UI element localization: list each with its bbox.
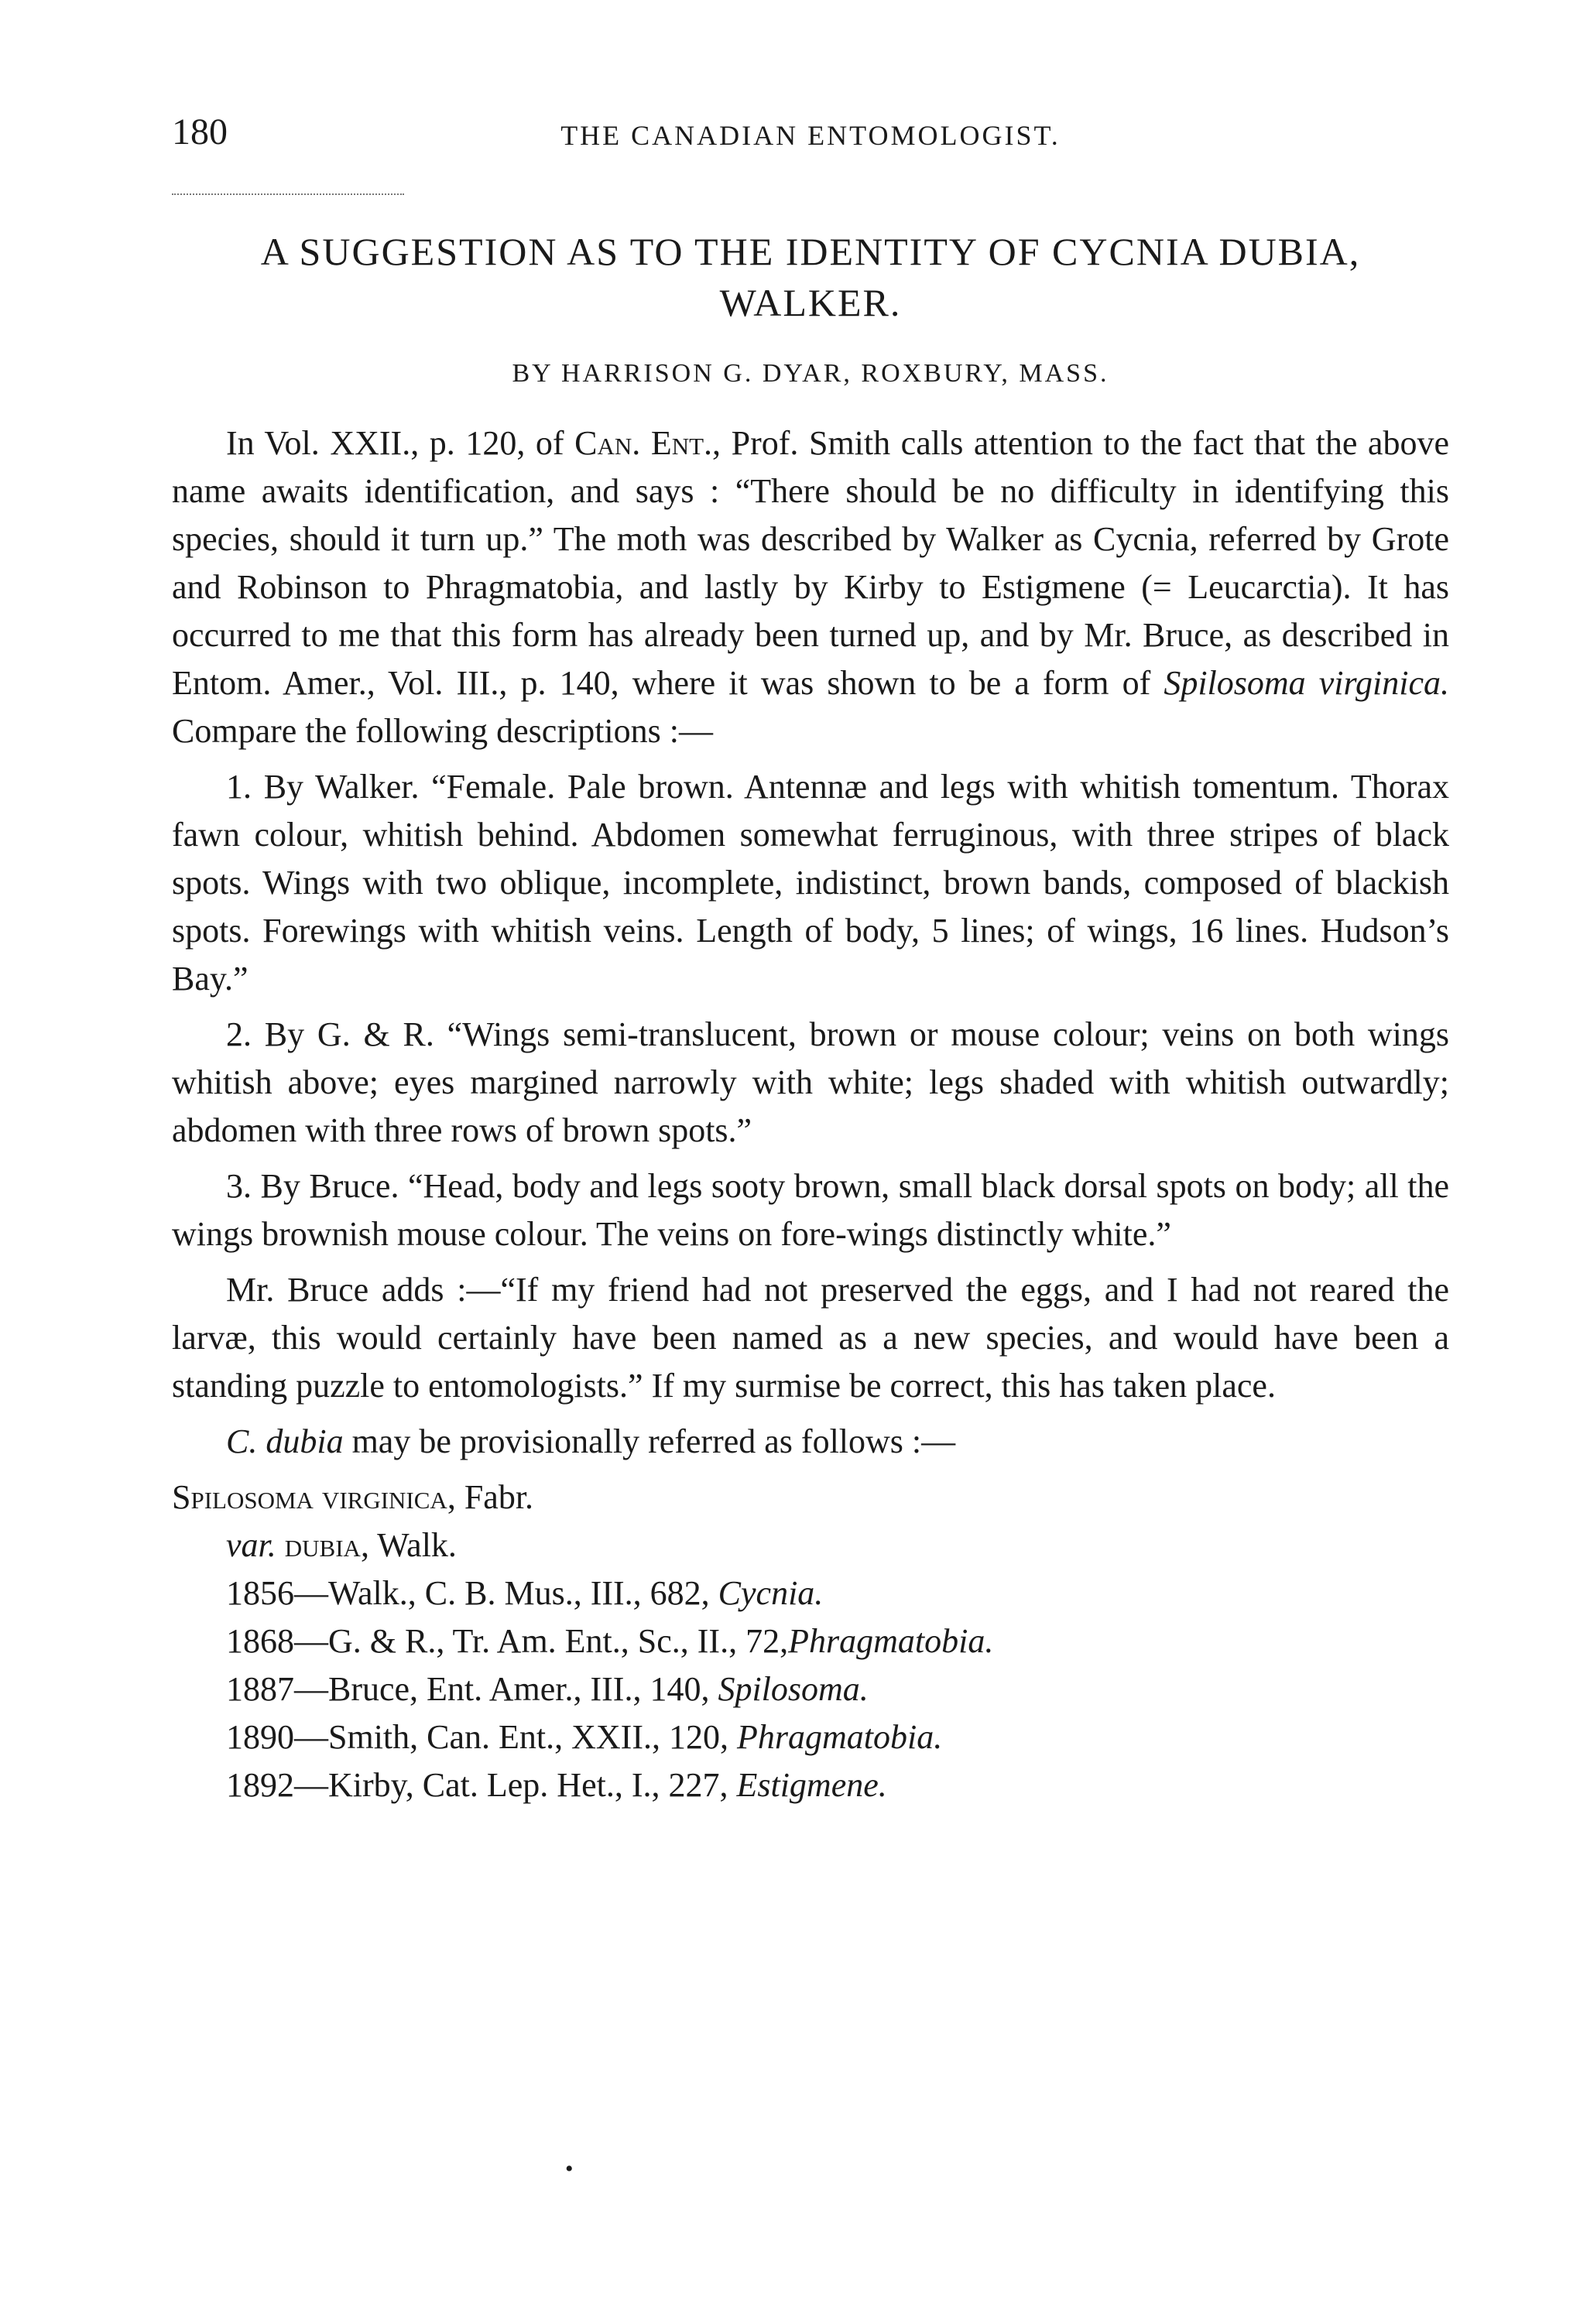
reference-genus: Cycnia. <box>718 1574 824 1612</box>
list-item <box>226 1569 1449 1617</box>
species-name-italic: Spilosoma virginica. <box>1164 664 1449 702</box>
reference-text: 1887—Bruce, Ent. Amer., III., 140, <box>226 1670 718 1708</box>
species-heading-name: Spilosoma virginica <box>172 1478 447 1516</box>
running-head <box>172 108 1449 170</box>
reference-genus: Spilosoma. <box>718 1670 869 1708</box>
reference-list <box>226 1569 1449 1809</box>
header-rule <box>172 193 404 195</box>
reference-genus: Phragmatobia. <box>736 1718 943 1756</box>
species-heading <box>172 1473 1449 1521</box>
intro-text-c: , Prof. Smith calls attention to the fact that the above name awaits identification, and says : “There should be no difficulty in identifying this species, should it turn up.” The moth was described by Walker as Cycnia, referred by Grote and Robinson to Phragmatobia, and lastly by Kirby to Estigmene (= Leucarctia). It has occurred to me that this form has already been turned up, and by Mr. Bruce, as described in Entom. Amer., Vol. III., p. 140, where it was shown to be a form of <box>172 424 1449 702</box>
referral-species-name: C. dubia <box>226 1422 344 1460</box>
page-mark: • <box>565 2156 574 2182</box>
reference-genus: Estigmene. <box>736 1766 887 1804</box>
reference-text: 1892—Kirby, Cat. Lep. Het., I., 227, <box>226 1766 737 1804</box>
list-item <box>226 1761 1449 1809</box>
grote-robinson-description: 2. By G. & R. “Wings semi-translucent, brown or mouse colour; veins on both wings whitish above; eyes margined narrowly with white; legs shaded with whitish outwardly; abdomen with three rows of brown spots.” <box>172 1015 1449 1149</box>
reference-text: 1868—G. & R., Tr. Am. Ent., Sc., II., 72, <box>226 1622 789 1660</box>
article-title: A SUGGESTION AS TO THE IDENTITY OF CYCNIA DUBIA, WALKER. <box>260 230 1361 324</box>
bruce-description: 3. By Bruce. “Head, body and legs sooty brown, small black dorsal spots on body; all the wings brownish mouse colour. The veins on fore-wings distinctly white.” <box>172 1167 1449 1253</box>
document-page <box>172 108 1449 1809</box>
intro-paragraph <box>172 419 1449 755</box>
bruce-adds-paragraph: Mr. Bruce adds :—“If my friend had not preserved the eggs, and I had not reared the larvæ, this would certainly have been named as a new species, and would have been a standing puzzle to entomologists.” If my surmise be correct, this has taken place. <box>172 1271 1449 1405</box>
variety-author: , Walk. <box>360 1526 457 1564</box>
reference-text: 1856—Walk., C. B. Mus., III., 682, <box>226 1574 718 1612</box>
reference-text: 1890—Smith, Can. Ent., XXII., 120, <box>226 1718 737 1756</box>
page-number: 180 <box>172 111 228 152</box>
variety-prefix: var. <box>226 1526 276 1564</box>
byline: BY HARRISON G. DYAR, ROXBURY, MASS. <box>512 359 1109 388</box>
variety-heading <box>226 1521 1449 1569</box>
intro-text-e: Compare the following descriptions :— <box>172 712 713 750</box>
list-item <box>226 1713 1449 1761</box>
intro-text-a: In Vol. XXII., p. 120, of <box>226 424 575 462</box>
walker-description: 1. By Walker. “Female. Pale brown. Antennæ and legs with whitish tomentum. Thorax fawn colour, whitish behind. Abdomen somewhat ferruginous, with three stripes of black spots. Wings with two oblique, incomplete, indistinct, brown bands, composed of blackish spots. Forewings with whitish veins. Length of body, 5 lines; of wings, 16 lines. Hudson’s Bay.” <box>172 768 1449 998</box>
variety-name: dubia <box>276 1526 361 1564</box>
referral-paragraph <box>172 1418 1449 1466</box>
list-item <box>226 1617 1449 1665</box>
referral-text: may be provisionally referred as follows :— <box>343 1422 956 1460</box>
journal-abbrev: Can. Ent. <box>574 424 713 462</box>
species-heading-author: , Fabr. <box>447 1478 534 1516</box>
list-item <box>226 1665 1449 1713</box>
reference-genus: Phragmatobia. <box>788 1622 994 1660</box>
journal-title: THE CANADIAN ENTOMOLOGIST. <box>560 120 1061 151</box>
